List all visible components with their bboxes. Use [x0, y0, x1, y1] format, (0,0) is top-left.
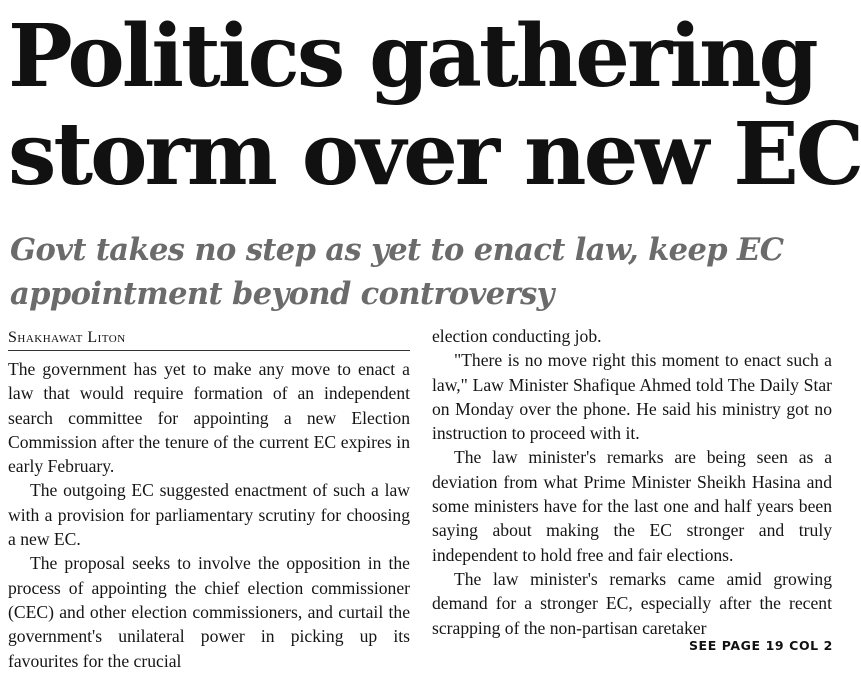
subheadline-line-1: Govt takes no step as yet to enact law, keep EC	[10, 232, 784, 268]
paragraph: The outgoing EC suggested enactment of such a law with a provision for parliamentary scrutiny for choosing a new EC.	[8, 480, 410, 550]
paragraph: The law minister's remarks are being seen as a deviation from what Prime Minister Sheikh Hasina and some ministers have for the last one and half years been saying about making the EC stronger and truly independent to hold free and fair elections.	[432, 447, 832, 565]
paragraph: "There is no move right this moment to enact such a law," Law Minister Shafique Ahmed told The Daily Star on Monday over the phone. He said his ministry got no instruction to proceed with it.	[432, 350, 832, 444]
subheadline	[10, 228, 835, 316]
article-column-right	[432, 324, 832, 640]
paragraph: The government has yet to make any move to enact a law that would require formation of an independent search committee for appointing a new Election Commission after the tenure of the current EC expires in early February.	[8, 359, 410, 477]
headline	[8, 6, 861, 205]
article-column-left	[8, 357, 410, 673]
headline-line-1: Politics gathering	[8, 6, 816, 107]
subheadline-line-2: appointment beyond controversy	[10, 276, 554, 312]
headline-line-2: storm over new EC	[8, 104, 861, 205]
paragraph: The proposal seeks to involve the opposition in the process of appointing the chief election commissioner (CEC) and other election commissioners, and curtail the government's unilateral power in picking up its favourites for the crucial	[8, 553, 410, 671]
continuation-note: SEE PAGE 19 COL 2	[688, 638, 833, 653]
paragraph: election conducting job.	[432, 326, 602, 346]
byline: Shakhawat Liton	[8, 329, 410, 351]
paragraph: The law minister's remarks came amid growing demand for a stronger EC, especially after the recent scrapping of the non-partisan caretaker	[432, 568, 832, 638]
